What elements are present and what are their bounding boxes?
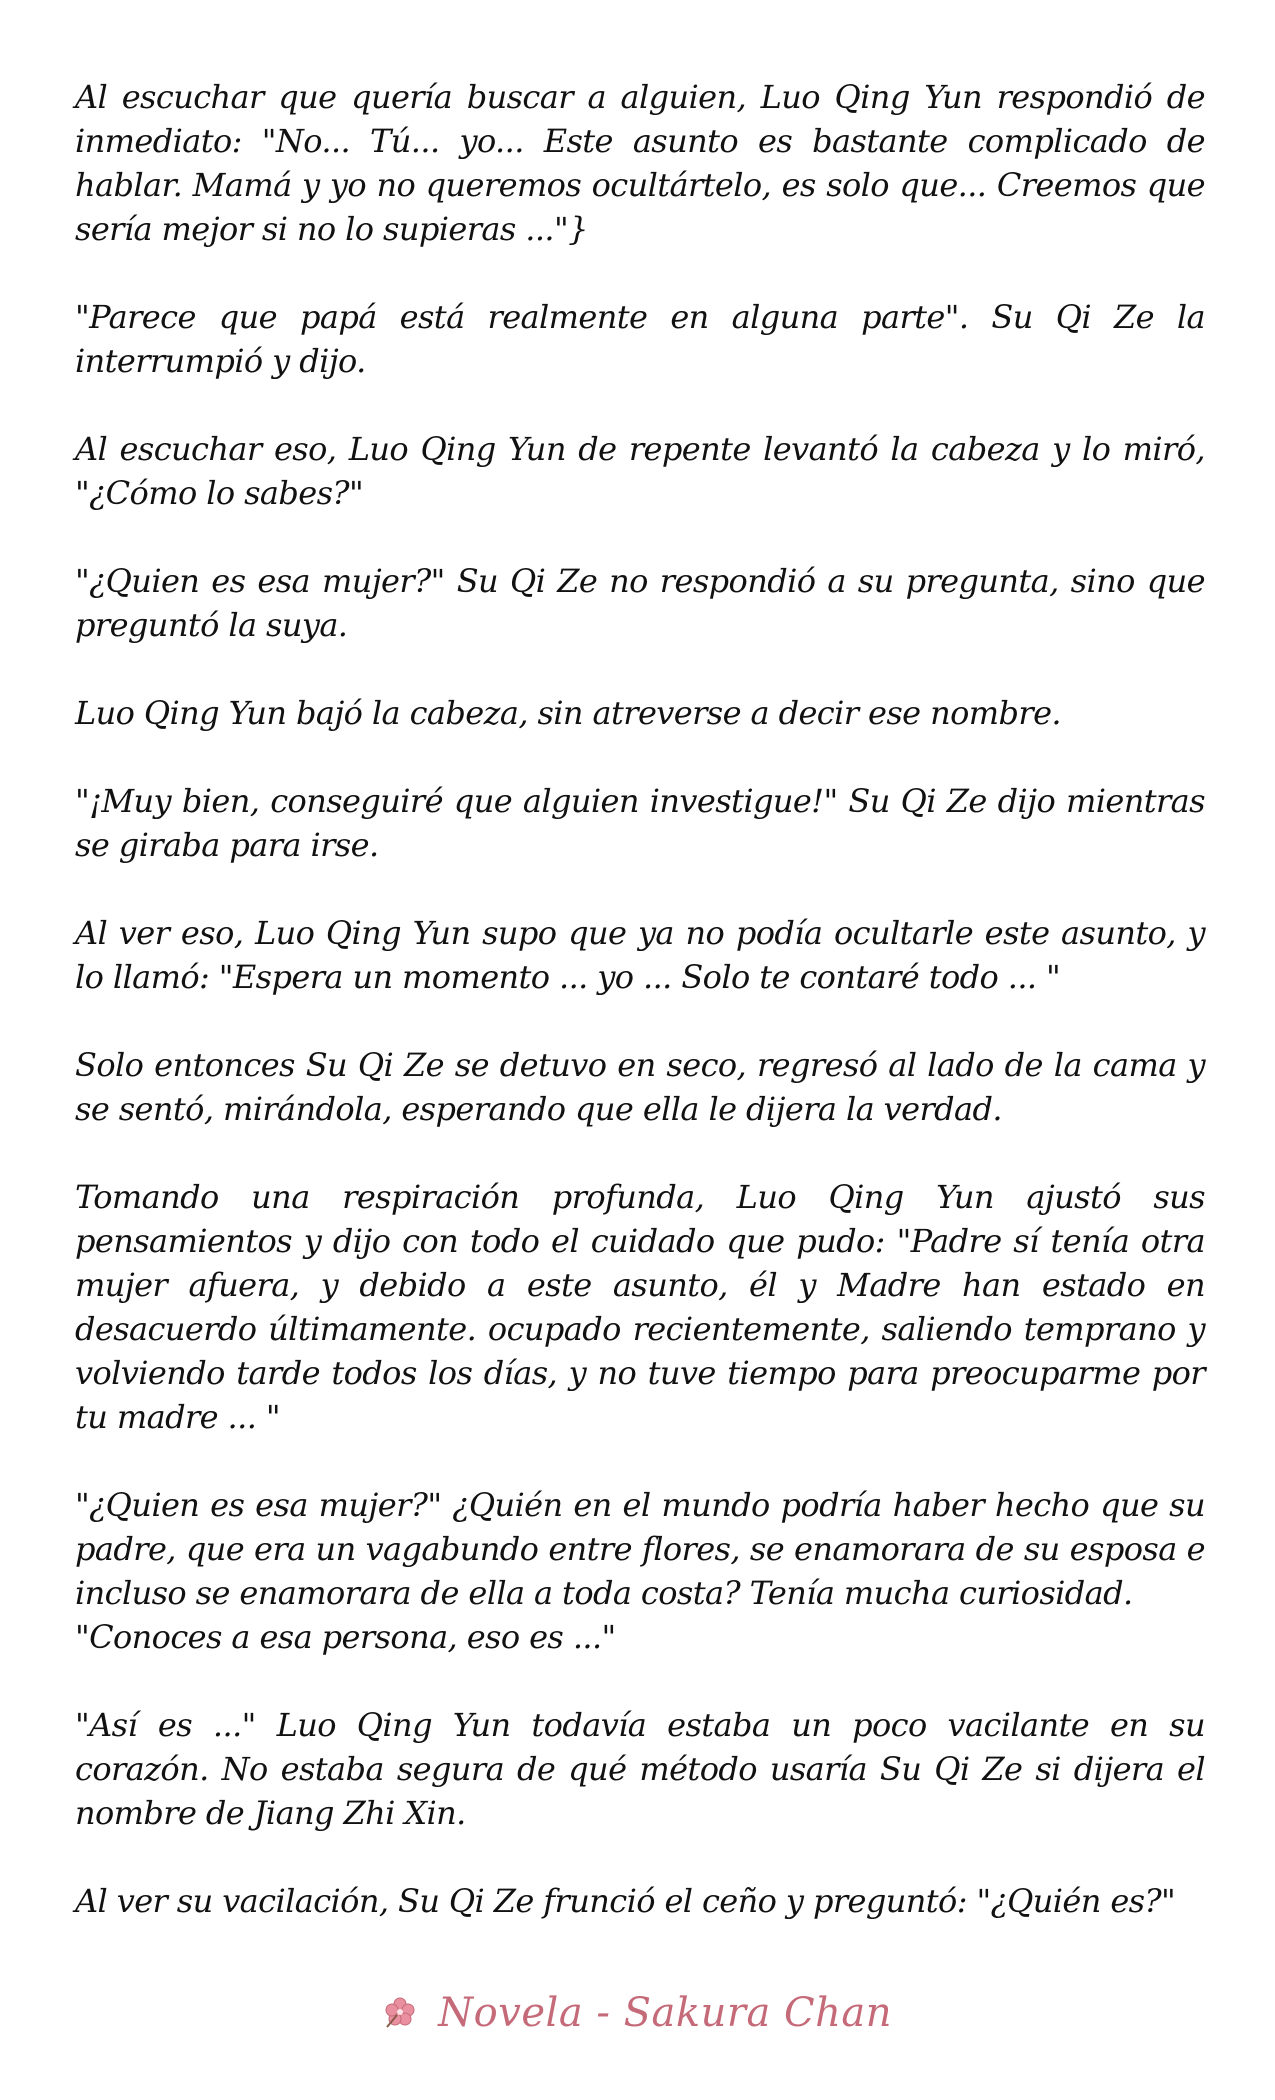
cherry-blossom-icon: [383, 1993, 417, 2039]
paragraph: Luo Qing Yun bajó la cabeza, sin atreverse a decir ese nombre.: [75, 694, 1062, 732]
document-body: [75, 75, 1205, 1967]
paragraph: "Así es ..." Luo Qing Yun todavía estaba un poco vacilante en su corazón. No estaba segura de qué método usaría Su Qi Ze si dijera el nombre de Jiang Zhi Xin.: [75, 1706, 1205, 1832]
paragraph: Tomando una respiración profunda, Luo Qing Yun ajustó sus pensamientos y dijo con todo el cuidado que pudo: "Padre sí tenía otra mujer afuera, y debido a este asunto, él y Madre han estado en desacuerdo últimamente. ocupado recientemente, saliendo temprano y volviendo tarde todos los días, y no tuve tiempo para preocuparme por tu madre ... ": [75, 1178, 1205, 1436]
paragraph: "¿Quien es esa mujer?" Su Qi Ze no respondió a su pregunta, sino que preguntó la suya.: [75, 562, 1205, 644]
paragraph: Al escuchar eso, Luo Qing Yun de repente levantó la cabeza y lo miró, "¿Cómo lo sabes?": [75, 430, 1205, 512]
paragraph: Al ver eso, Luo Qing Yun supo que ya no podía ocultarle este asunto, y lo llamó: "Espera un momento ... yo ... Solo te contaré todo ... ": [75, 914, 1205, 996]
paragraph: "Parece que papá está realmente en alguna parte". Su Qi Ze la interrumpió y dijo.: [75, 298, 1205, 380]
paragraph: "¡Muy bien, conseguiré que alguien investigue!" Su Qi Ze dijo mientras se giraba para irse.: [75, 782, 1205, 864]
paragraph: Al ver su vacilación, Su Qi Ze frunció el ceño y preguntó: "¿Quién es?": [75, 1882, 1176, 1920]
footer-watermark: [0, 1990, 1275, 2039]
paragraph: Al escuchar que quería buscar a alguien, Luo Qing Yun respondió de inmediato: "No... Tú... yo... Este asunto es bastante complicado de hablar. Mamá y yo no queremos ocultártelo, es solo que... Creemos que sería mejor si no lo supieras ..."}: [75, 78, 1205, 248]
paragraph: Solo entonces Su Qi Ze se detuvo en seco, regresó al lado de la cama y se sentó, mirándola, esperando que ella le dijera la verdad.: [75, 1046, 1205, 1128]
paragraph: "¿Quien es esa mujer?" ¿Quién en el mundo podría haber hecho que su padre, que era un vagabundo entre flores, se enamorara de su esposa e incluso se enamorara de ella a toda costa? Tenía mucha curiosidad. "Conoces a esa persona, eso es ...": [75, 1486, 1205, 1656]
footer-text: Novela - Sakura Chan: [438, 1990, 893, 2036]
